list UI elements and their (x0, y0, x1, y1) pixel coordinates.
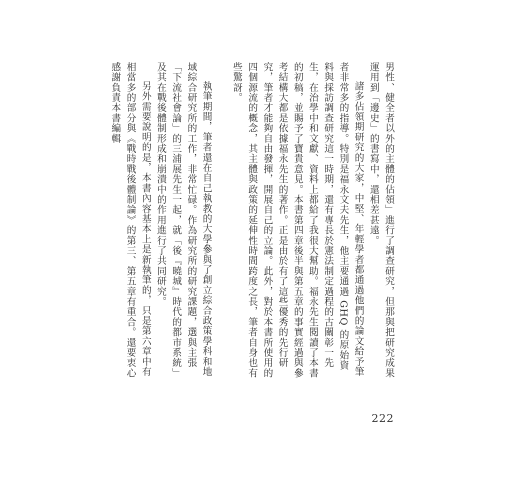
paragraph-3: 執筆期間，筆者還在自己執教的大學參與了創立綜合政策學科和地域綜合研究所的工作，非常忙碌。作為研究所的研究課題，選與主張「下流社會論」的三浦展先生一起，就「後『曉城』時代的都市系統」及其在戰後體制形成和崩潰中的作用進行了共同研究。 (154, 62, 212, 379)
paragraph-1: 男性、健全者以外的主體的佔領」進行了調查研究，但那與把研究成果運用到「邊史」的書寫中，還相差甚遠。 (367, 62, 394, 379)
paragraph-2: 諸多佔領期研究的大家，中堅、年輕學者都通過他們的論文給予筆者非常多的指導。特別是福永文夫先生，他主要通過 GHQ 的原始資料與採訪調查研究這一時期，還有專長於憲法制定過程的古關彰一先生，在治學中和文獻、資料上都給了我很大幫助。福永先生閱讀了本書的初稿，並賜予了寶貴意見。本書第四章後半與第五章的事實經過與參考結構大都是依據福永先生的著作。正是由於有了這些優秀的先行研究，筆者才能夠自由發揮，開展自己的立論。此外，對於本書所使用的四個源流的概念，其主體與政策的延伸性時間跨度之長，筆者自身也有些驚訝。 (230, 62, 364, 379)
paragraph-4: 另外需要說明的是，本書內容基本上是新執筆的，只是第六章中有相當多的部分與《戰時戰後體制論》的第三、第五章有重合。還要衷心感謝負責本書編輯 (109, 62, 151, 379)
body-text (107, 62, 396, 380)
page-number: 222 (371, 412, 394, 425)
